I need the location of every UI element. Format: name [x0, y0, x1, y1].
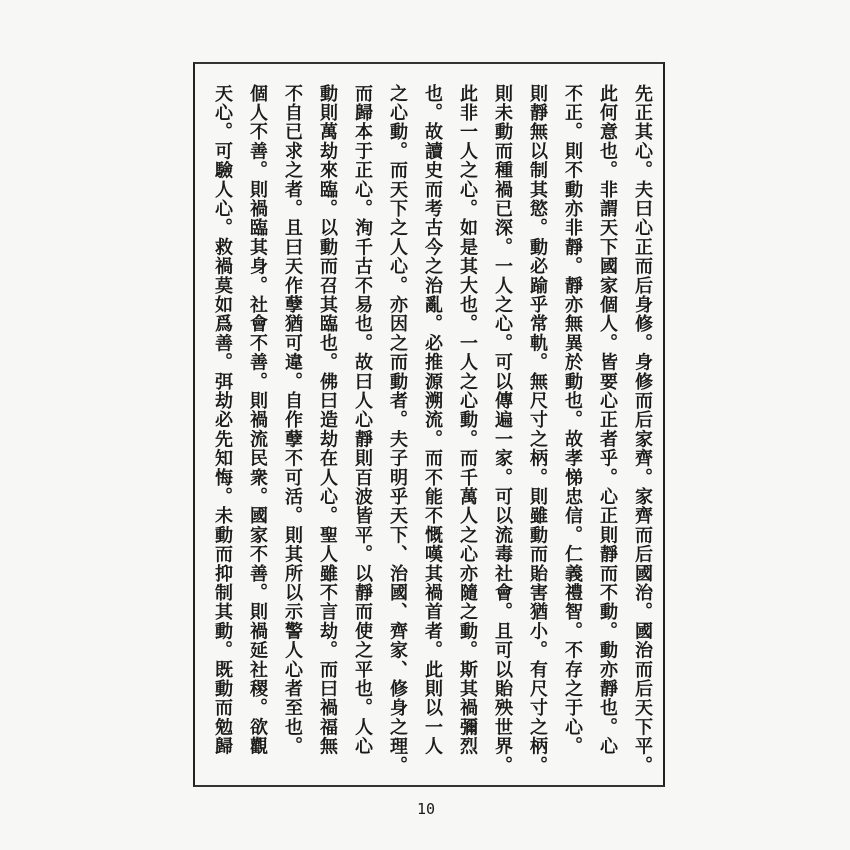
text-column: 此何意也。非謂天下國家個人。皆要心正者乎。心正則靜而不動。動亦靜也。心	[597, 84, 618, 756]
text-column: 而歸本于正心。洵千古不易也。故曰人心靜則百波皆平。以靜而使之平也。人心	[352, 84, 373, 756]
text-column: 此非一人之心。如是其大也。一人之心動。而千萬人之心亦隨之動。斯其禍彌烈	[457, 84, 478, 756]
text-column: 不正。則不動亦非靜。靜亦無異於動也。故孝悌忠信。仁義禮智。不存之于心。	[562, 84, 583, 756]
text-column: 先正其心。夫曰心正而后身修。身修而后家齊。家齊而后國治。國治而后天下平。	[632, 84, 653, 776]
text-column: 天心。可驗人心。救禍莫如爲善。弭劫必先知悔。未動而抑制其動。既動而勉歸	[212, 84, 233, 756]
text-column: 不自已求之者。且曰天作孽猶可違。自作孽不可活。則其所以示警人心者至也。	[282, 84, 303, 756]
text-column: 動則萬劫來臨。以動而召其臨也。佛曰造劫在人心。聖人雖不言劫。而曰禍福無	[317, 84, 338, 756]
page-number: 10	[416, 800, 436, 818]
text-column: 之心動。而天下之人心。亦因之而動者。夫子明乎天下、治國、齊家、修身之理。	[387, 84, 408, 776]
text-column: 則未動而種禍已深。一人之心。可以傳遍一家。可以流毒社會。且可以貽殃世界。	[492, 84, 513, 776]
text-column: 個人不善。則禍臨其身。社會不善。則禍流民衆。國家不善。則禍延社稷。欲觀	[247, 84, 268, 756]
text-column: 也。故讀史而考古今之治亂。必推源溯流。而不能不慨嘆其禍首者。此則以一人	[422, 84, 443, 756]
text-column: 則靜無以制其慾。動必踰乎常軌。無尺寸之柄。則雖動而貽害猶小。有尺寸之柄。	[527, 84, 548, 776]
